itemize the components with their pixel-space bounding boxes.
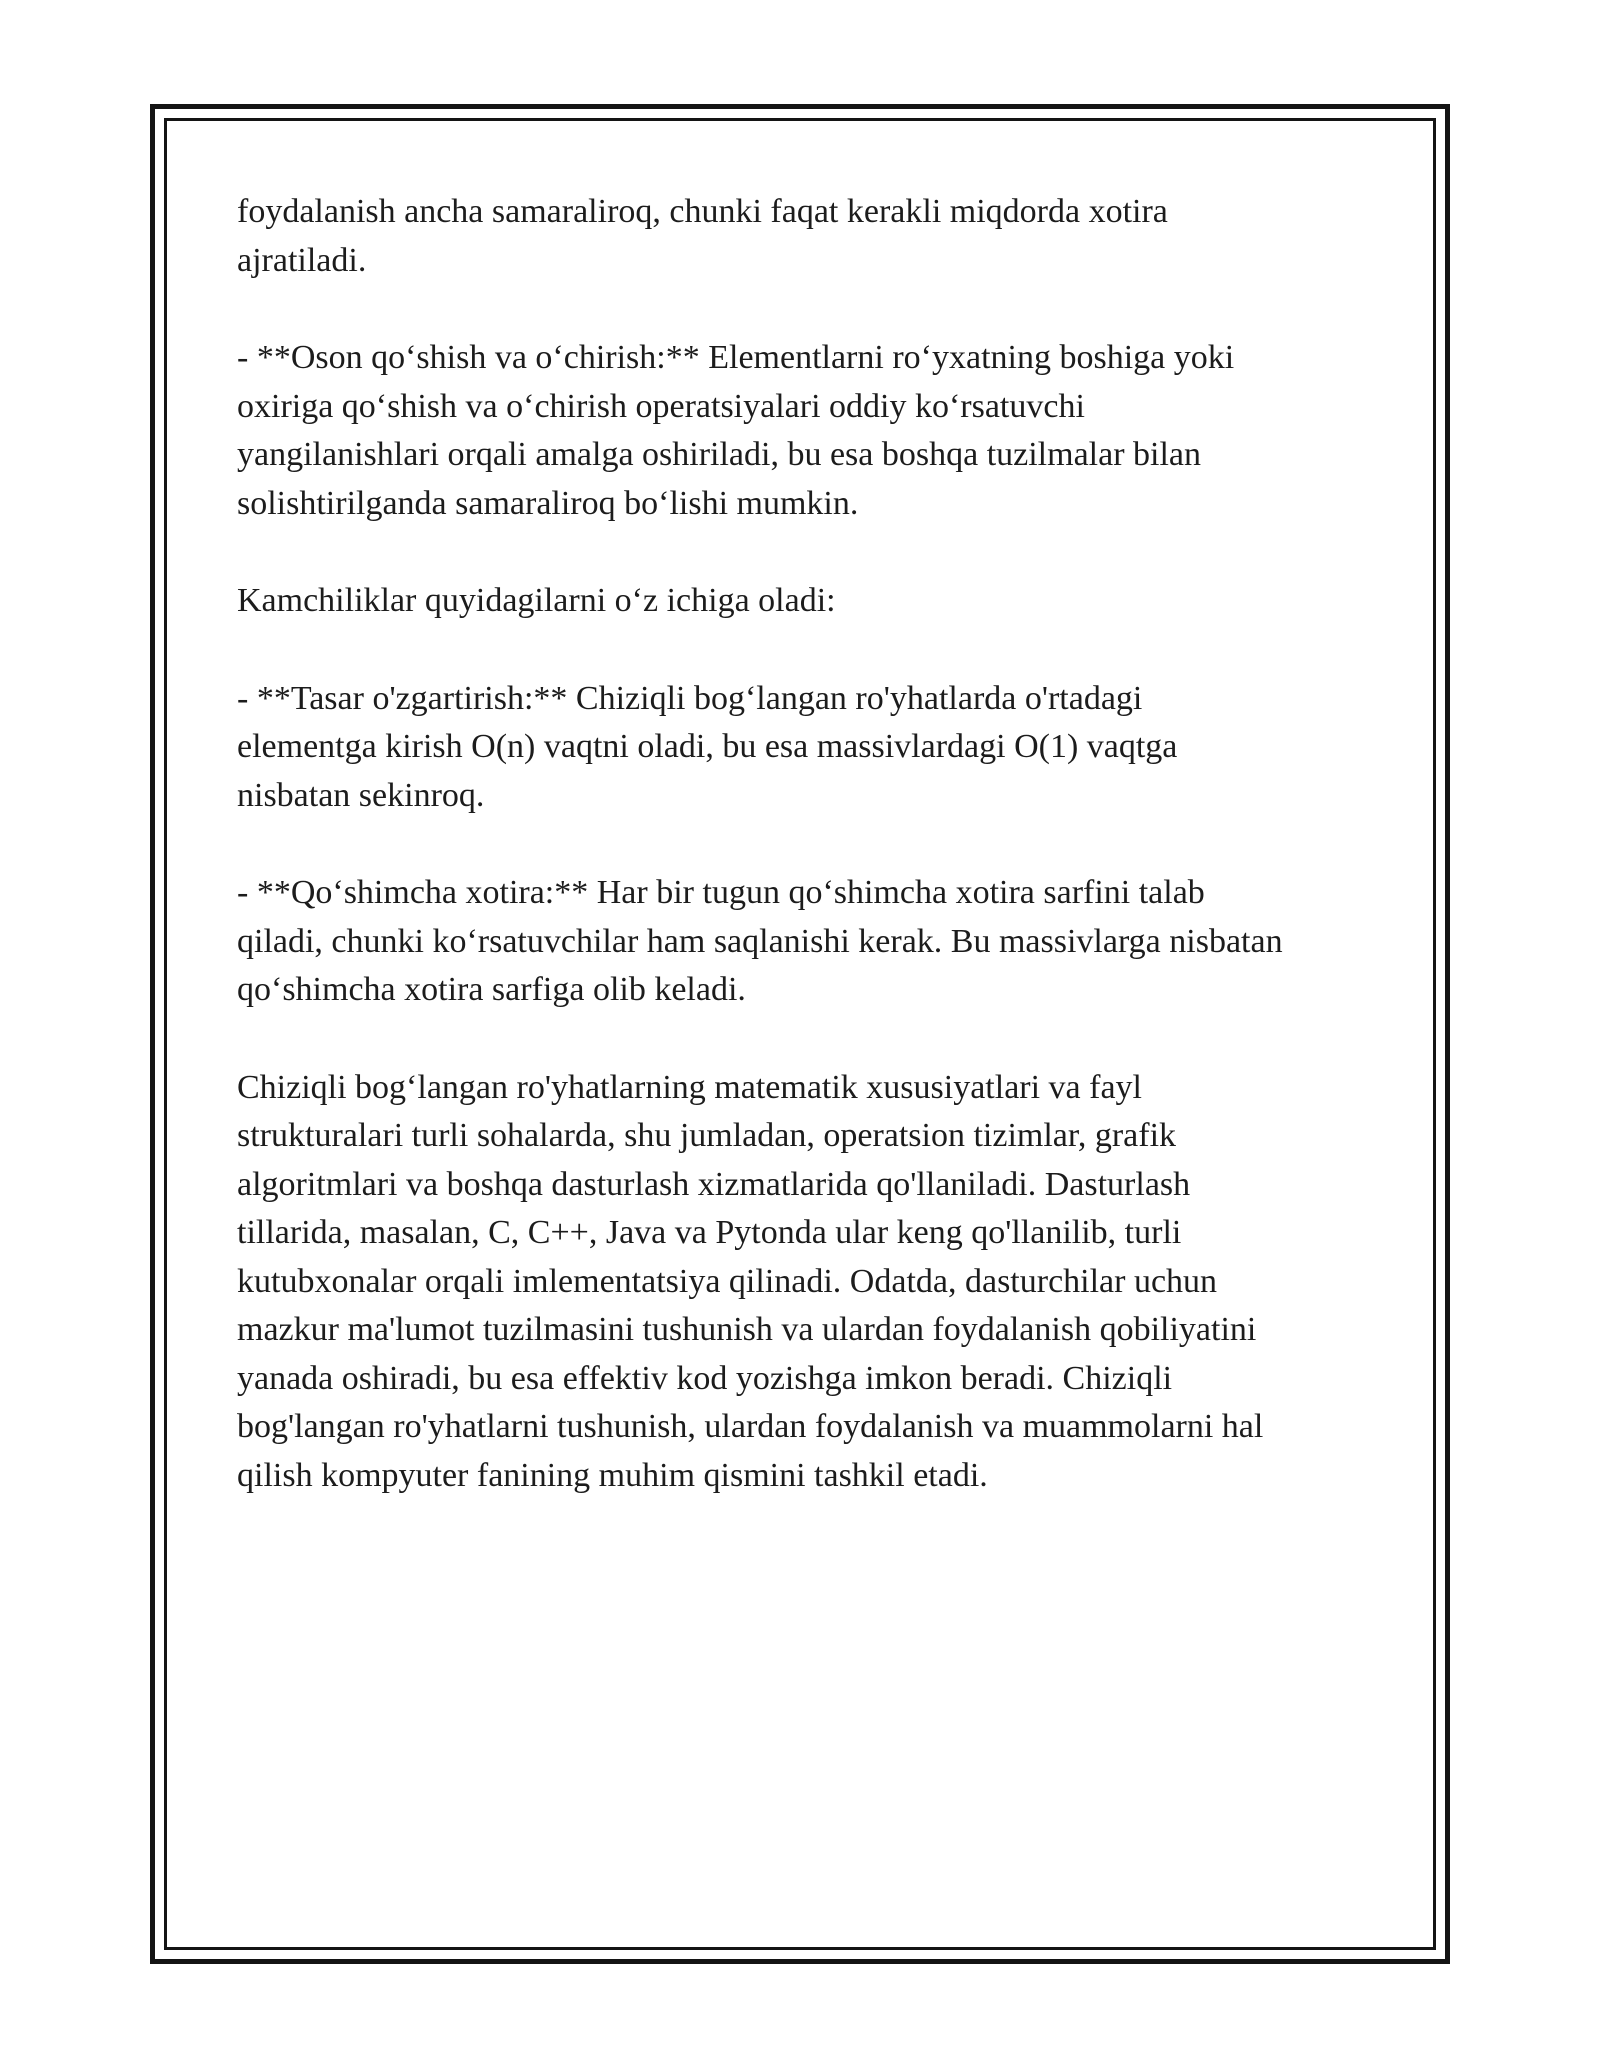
paragraph-intro-continuation: foydalanish ancha samaraliroq, chunki faqat kerakli miqdorda xotira ajratiladi. — [237, 193, 1168, 279]
paragraph-disadvantage-access: - **Tasar o'zgartirish:** Chiziqli bog‘langan ro'yhatlarda o'rtadagi elementga kirish O(n) vaqtni oladi, bu esa massivlardagi O(1) vaqtga nisbatan sekinroq. — [237, 679, 1178, 814]
paragraph-disadvantages-intro: Kamchiliklar quyidagilarni o‘z ichiga oladi: — [237, 582, 836, 619]
paragraph-conclusion: Chiziqli bog‘langan ro'yhatlarning matematik xususiyatlari va fayl strukturalari turli sohalarda, shu jumladan, operatsion tizimlar, grafik algoritmlari va boshqa dasturlash xizmatlarida qo'llaniladi. Dasturlash tillarida, masalan, C, C++, Java va Pytonda ular keng qo'llanilib, turli kutubxonalar orqali imlementatsiya qilinadi. Odatda, dasturchilar uchun mazkur ma'lumot tuzilmasini tushunish va ulardan foydalanish qobiliyatini yanada oshiradi, bu esa effektiv kod yozishga imkon beradi. Chiziqli bog'langan ro'yhatlarni tushunish, ulardan foydalanish va muammolarni hal qilish kompyuter fanining muhim qismini tashkil etadi. — [237, 1068, 1264, 1494]
document-body — [237, 188, 1377, 1549]
paragraph-disadvantage-memory: - **Qo‘shimcha xotira:** Har bir tugun qo‘shimcha xotira sarfini talab qiladi, chunki ko‘rsatuvchilar ham saqlanishi kerak. Bu massivlarga nisbatan qo‘shimcha xotira sarfiga olib keladi. — [237, 874, 1283, 1008]
paragraph-advantage-insert-delete: - **Oson qo‘shish va o‘chirish:** Elementlarni ro‘yxatning boshiga yoki oxiriga qo‘shish va o‘chirish operatsiyalari oddiy ko‘rsatuvchi yangilanishlari orqali amalga oshiriladi, bu esa boshqa tuzilmalar bilan solishtirilganda samaraliroq bo‘lishi mumkin. — [237, 339, 1235, 522]
